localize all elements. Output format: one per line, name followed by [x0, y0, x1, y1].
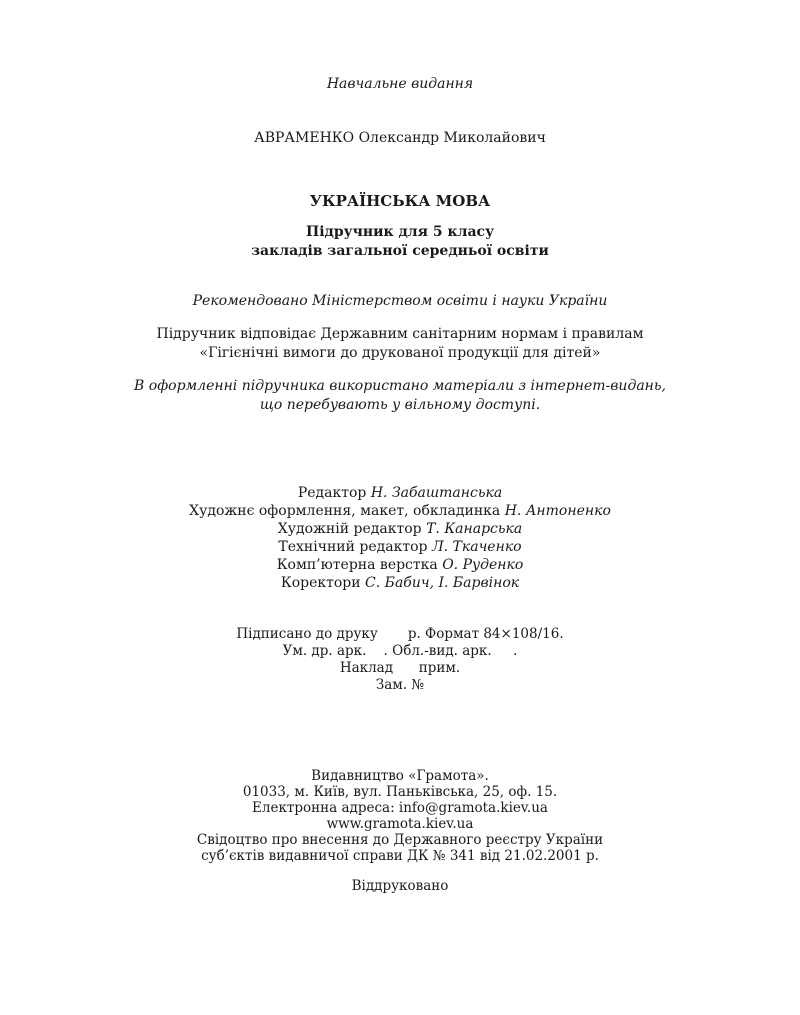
book-subtitle-1: Підручник для 5 класу	[305, 224, 495, 240]
credit-line: Художній редактор Т. Канарська	[277, 521, 523, 537]
publisher-certificate-1: Свідоцтво про внесення до Державного реєстру України	[196, 832, 604, 848]
author-line	[0, 129, 800, 147]
author-surname: АВРАМЕНКО	[254, 130, 355, 146]
edition-type: Навчальне видання	[326, 76, 474, 92]
recommendation-note: Рекомендовано Міністерством освіти і науки України	[192, 293, 608, 309]
book-title: УКРАЇНСЬКА МОВА	[309, 192, 491, 210]
publisher-email: Електронна адреса: info@gramota.kiev.ua	[252, 800, 548, 816]
print-sheets: Ум. др. арк. . Обл.-вид. арк. .	[282, 643, 518, 659]
materials-note-1: В оформленні підручника використано матеріали з інтернет-видань,	[134, 378, 666, 394]
credit-line: Художнє оформлення, макет, обкладинка Н. Антоненко	[189, 503, 611, 519]
credit-line: Технічний редактор Л. Ткаченко	[278, 539, 522, 555]
printed-by: Віддруковано	[351, 878, 449, 894]
publisher-address: 01033, м. Київ, вул. Паньківська, 25, оф. 15.	[242, 784, 558, 800]
materials-note-2: що перебувають у вільному доступі.	[259, 397, 541, 413]
author-name: Олександр Миколайович	[358, 130, 546, 146]
sanitary-note-1: Підручник відповідає Державним санітарним нормам і правилам	[156, 326, 644, 342]
credit-line: Редактор Н. Забаштанська	[297, 485, 503, 501]
print-signed: Підписано до друку р. Формат 84×108/16.	[236, 626, 564, 642]
credit-line: Коректори С. Бабич, І. Барвінок	[280, 575, 520, 591]
publisher-website: www.gramota.kiev.ua	[326, 816, 474, 832]
publisher-certificate-2: суб’єктів видавничої справи ДК № 341 від 21.02.2001 р.	[201, 848, 599, 864]
book-subtitle-2: закладів загальної середньої освіти	[251, 243, 549, 259]
credit-line: Комп’ютерна верстка О. Руденко	[276, 557, 524, 573]
print-run: Наклад прим.	[339, 660, 461, 676]
sanitary-note-2: «Гігієнічні вимоги до друкованої продукції для дітей»	[199, 345, 601, 361]
print-order: Зам. №	[375, 677, 425, 693]
publisher-name: Видавництво «Грамота».	[311, 768, 489, 784]
